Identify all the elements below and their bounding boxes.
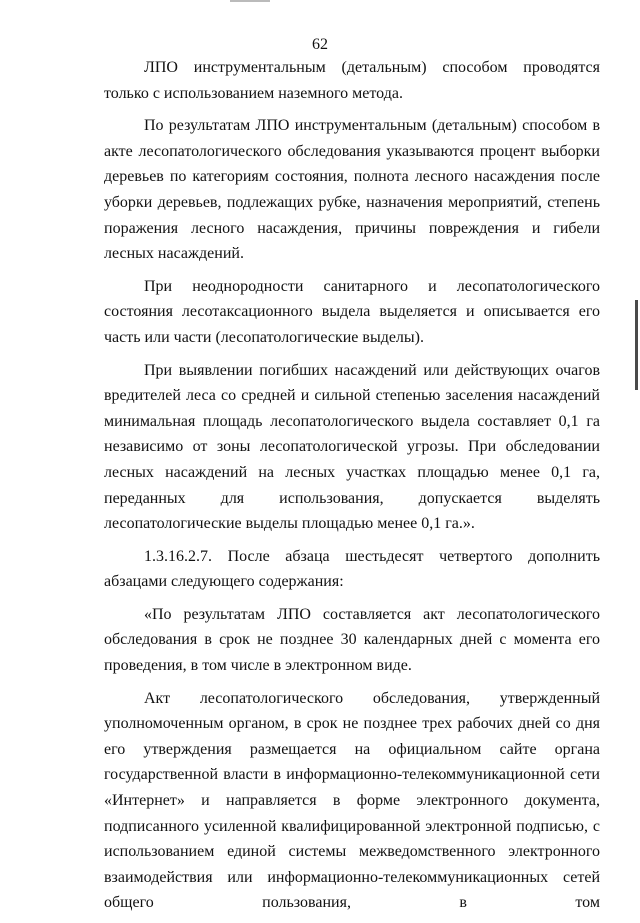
page-number: 62 bbox=[312, 36, 328, 53]
scan-artifact-top bbox=[230, 0, 270, 2]
paragraph: По результатам ЛПО инструментальным (детальным) способом в акте лесопатологического обследования указываются процент выборки деревьев по категориям состояния, полнота лесного насаждения после уборки деревьев, подлежащих рубке, назначения мероприятий, степень поражения лесного насаждения, причины повреждения и гибели лесных насаждений. bbox=[104, 117, 600, 263]
paragraph: ЛПО инструментальным (детальным) способом проводятся только с использованием наземного метода. bbox=[104, 59, 600, 102]
document-body bbox=[104, 55, 600, 923]
paragraph: 1.3.16.2.7. После абзаца шестьдесят четвертого дополнить абзацами следующего содержания: bbox=[104, 547, 600, 591]
scan-artifact-edge bbox=[635, 300, 638, 390]
paragraph: «По результатам ЛПО составляется акт лесопатологического обследования в срок не позднее 30 календарных дней с момента его проведения, в том числе в электронном виде. bbox=[104, 605, 600, 675]
paragraph: При неоднородности санитарного и лесопатологического состояния лесотаксационного выдела выделяется и описывается его часть или части (лесопатологические выделы). bbox=[104, 277, 600, 346]
paragraph: При выявлении погибших насаждений или действующих очагов вредителей леса со средней и сильной степенью заселения насаждений минимальная площадь лесопатологического выдела составляет 0,1 га независимо от зоны лесопатологической угрозы. При обследовании лесных насаждений на лесных участках площадью менее 0,1 га, переданных для использования, допускается выделять лесопатологические выделы площадью менее 0,1 га.». bbox=[104, 361, 600, 533]
paragraph: Акт лесопатологического обследования, утвержденный уполномоченным органом, в срок не позднее трех рабочих дней со дня его утверждения размещается на официальном сайте органа государственной власти в информационно-телекоммуникационной сети «Интернет» и направляется в форме электронного документа, подписанного усиленной квалифицированной электронной подписью, с использованием единой системы межведомственного электронного взаимодействия или информационно-телекоммуникационных сетей общего пользования, в том bbox=[104, 689, 600, 912]
